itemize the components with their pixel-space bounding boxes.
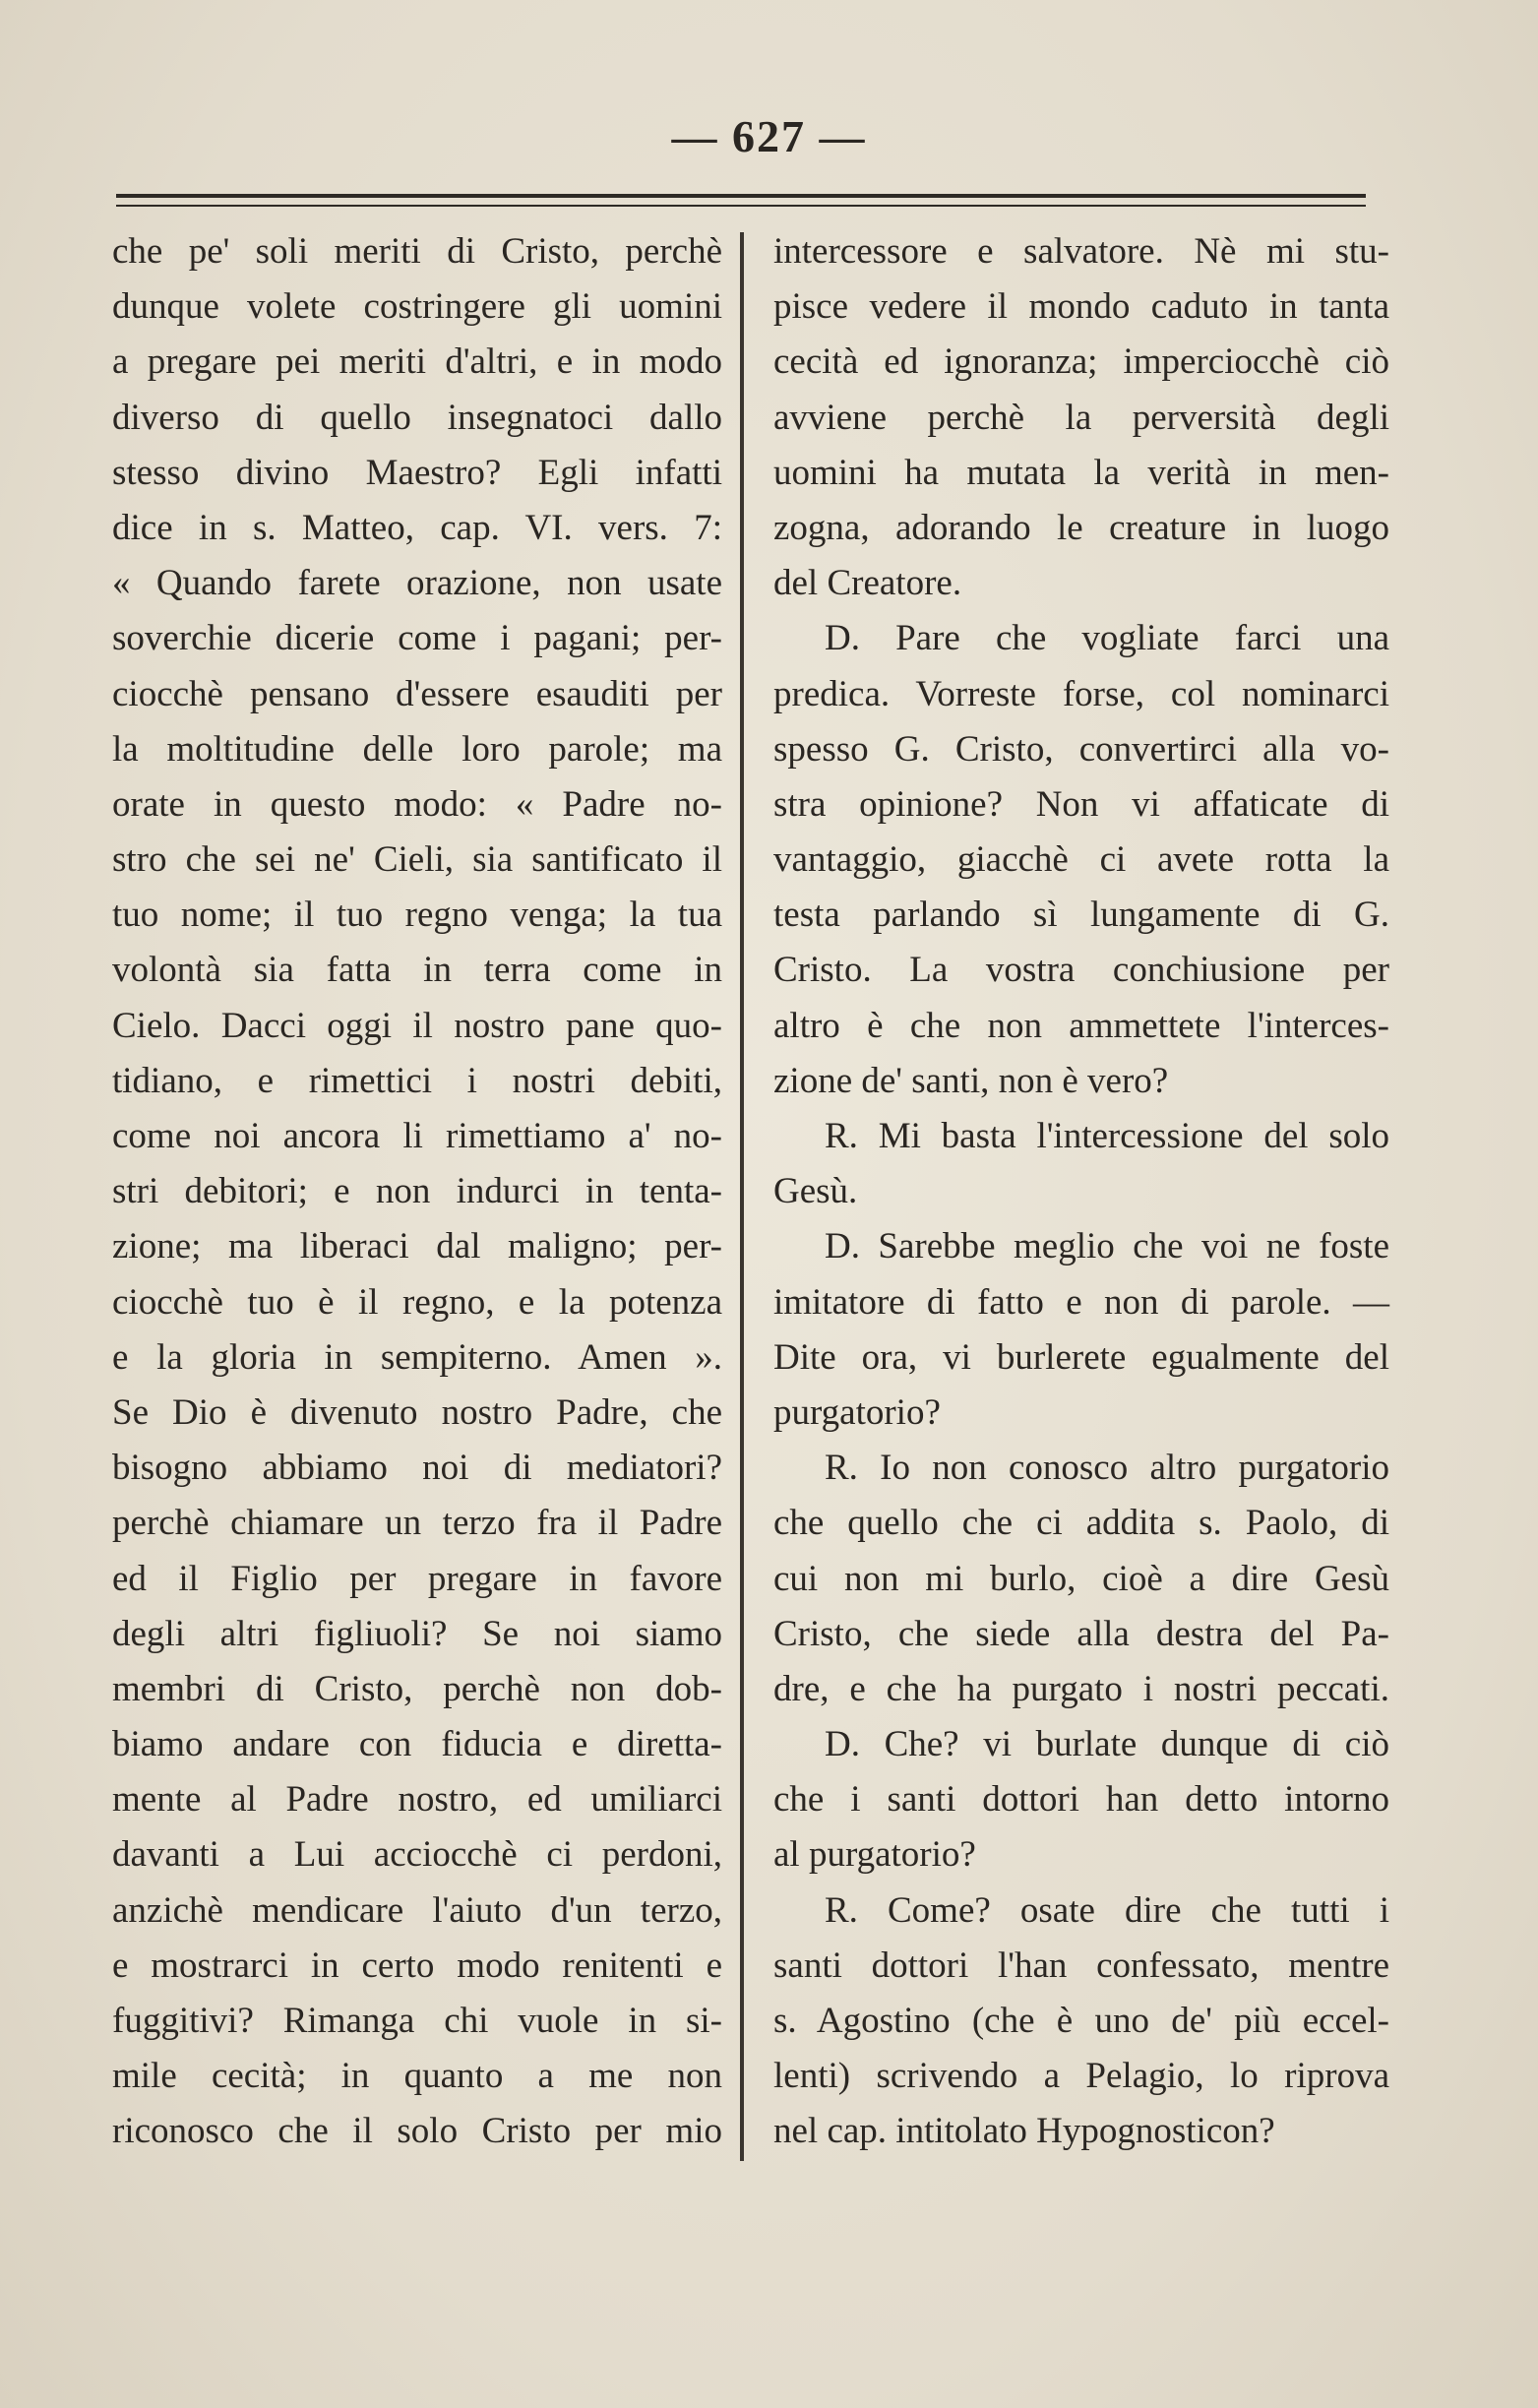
text-line: dre, e che ha purgato i nostri peccati. [773, 1668, 1389, 1709]
text-line: bisogno abbiamo noi di mediatori? [112, 1448, 722, 1489]
text-line: nel cap. intitolato Hypognosticon? [773, 2111, 1275, 2152]
text-line: mente al Padre nostro, ed umiliarci [112, 1779, 722, 1821]
text-line: Gesù. [773, 1171, 858, 1212]
text-line: s. Agostino (che è uno de' più eccel- [773, 2001, 1389, 2041]
text-line: Cristo. La vostra conchiusione per [773, 950, 1389, 991]
text-line: che quello che ci addita s. Paolo, di [773, 1503, 1389, 1544]
text-line: imitatore di fatto e non di parole. — [773, 1281, 1389, 1323]
column-divider [740, 232, 744, 2161]
text-line: stra opinione? Non vi affaticate di [773, 783, 1389, 825]
text-line: santi dottori l'han confessato, mentre [773, 1945, 1389, 1986]
text-line: membri di Cristo, perchè non dob- [112, 1668, 722, 1709]
text-line: mile cecità; in quanto a me non [112, 2056, 722, 2097]
text-line: spesso G. Cristo, convertirci alla vo- [773, 728, 1389, 770]
text-line: R. Io non conosco altro purgatorio [825, 1448, 1389, 1489]
text-line: tidiano, e rimettici i nostri debiti, [112, 1060, 722, 1101]
text-line: R. Mi basta l'intercessione del solo [825, 1116, 1389, 1156]
text-line: anzichè mendicare l'aiuto d'un terzo, [112, 1889, 722, 1931]
text-line: che i santi dottori han detto intorno [773, 1779, 1389, 1821]
header-rule [116, 194, 1366, 207]
text-line: intercessore e salvatore. Nè mi stu- [773, 231, 1389, 272]
text-line: lenti) scrivendo a Pelagio, lo riprova [773, 2056, 1389, 2097]
text-line: Cristo, che siede alla destra del Pa- [773, 1613, 1389, 1654]
left-column [112, 224, 722, 2160]
text-line: uomini ha mutata la verità in men- [773, 452, 1389, 493]
text-line: R. Come? osate dire che tutti i [825, 1889, 1389, 1931]
text-line: ciocchè pensano d'essere esauditi per [112, 673, 722, 714]
text-line: « Quando farete orazione, non usate [112, 563, 722, 604]
text-line: a pregare pei meriti d'altri, e in modo [112, 341, 722, 383]
page-number: — 627 — [671, 111, 867, 161]
text-line: vantaggio, giacchè ci avete rotta la [773, 839, 1389, 881]
text-line: pisce vedere il mondo caduto in tanta [773, 286, 1389, 328]
text-line: cui non mi burlo, cioè a dire Gesù [773, 1558, 1389, 1599]
text-line: del Creatore. [773, 563, 962, 604]
text-line: la moltitudine delle loro parole; ma [112, 728, 722, 770]
text-line: D. Sarebbe meglio che voi ne foste [825, 1226, 1389, 1267]
text-line: e mostrarci in certo modo renitenti e [112, 1945, 722, 1986]
text-line: zione de' santi, non è vero? [773, 1060, 1169, 1101]
text-line: stesso divino Maestro? Egli infatti [112, 452, 722, 493]
text-line: dunque volete costringere gli uomini [112, 286, 722, 328]
text-line: altro è che non ammettete l'interces- [773, 1005, 1389, 1046]
text-line: zogna, adorando le creature in luogo [773, 507, 1389, 548]
text-line: davanti a Lui acciocchè ci perdoni, [112, 1834, 722, 1876]
text-line: purgatorio? [773, 1391, 941, 1433]
text-line: al purgatorio? [773, 1834, 976, 1876]
text-line: volontà sia fatta in terra come in [112, 950, 722, 991]
text-line: riconosco che il solo Cristo per mio [112, 2111, 722, 2152]
text-line: degli altri figliuoli? Se noi siamo [112, 1613, 722, 1654]
text-line: cecità ed ignoranza; imperciocchè ciò [773, 341, 1389, 383]
right-column [773, 224, 1389, 2160]
text-line: orate in questo modo: « Padre no- [112, 783, 722, 825]
text-line: soverchie dicerie come i pagani; per- [112, 618, 722, 659]
text-line: avviene perchè la perversità degli [773, 397, 1389, 438]
text-line: e la gloria in sempiterno. Amen ». [112, 1336, 722, 1378]
text-line: Se Dio è divenuto nostro Padre, che [112, 1391, 722, 1433]
text-line: che pe' soli meriti di Cristo, perchè [112, 231, 722, 272]
text-line: ed il Figlio per pregare in favore [112, 1558, 722, 1599]
text-line: diverso di quello insegnatoci dallo [112, 397, 722, 438]
text-line: zione; ma liberaci dal maligno; per- [112, 1226, 722, 1267]
text-line: fuggitivi? Rimanga chi vuole in si- [112, 2001, 722, 2041]
text-line: Cielo. Dacci oggi il nostro pane quo- [112, 1005, 722, 1046]
text-line: biamo andare con fiducia e diretta- [112, 1724, 722, 1765]
text-line: Dite ora, vi burlerete egualmente del [773, 1336, 1389, 1378]
text-line: dice in s. Matteo, cap. VI. vers. 7: [112, 507, 722, 548]
text-line: come noi ancora li rimettiamo a' no- [112, 1116, 722, 1156]
text-line: predica. Vorreste forse, col nominarci [773, 673, 1389, 714]
text-line: perchè chiamare un terzo fra il Padre [112, 1503, 722, 1544]
text-line: D. Pare che vogliate farci una [825, 618, 1389, 659]
text-line: D. Che? vi burlate dunque di ciò [825, 1724, 1389, 1765]
text-line: tuo nome; il tuo regno venga; la tua [112, 895, 722, 936]
text-line: testa parlando sì lungamente di G. [773, 895, 1389, 936]
text-line: stro che sei ne' Cieli, sia santificato il [112, 839, 722, 881]
text-line: stri debitori; e non indurci in tenta- [112, 1171, 722, 1212]
text-line: ciocchè tuo è il regno, e la potenza [112, 1281, 722, 1323]
